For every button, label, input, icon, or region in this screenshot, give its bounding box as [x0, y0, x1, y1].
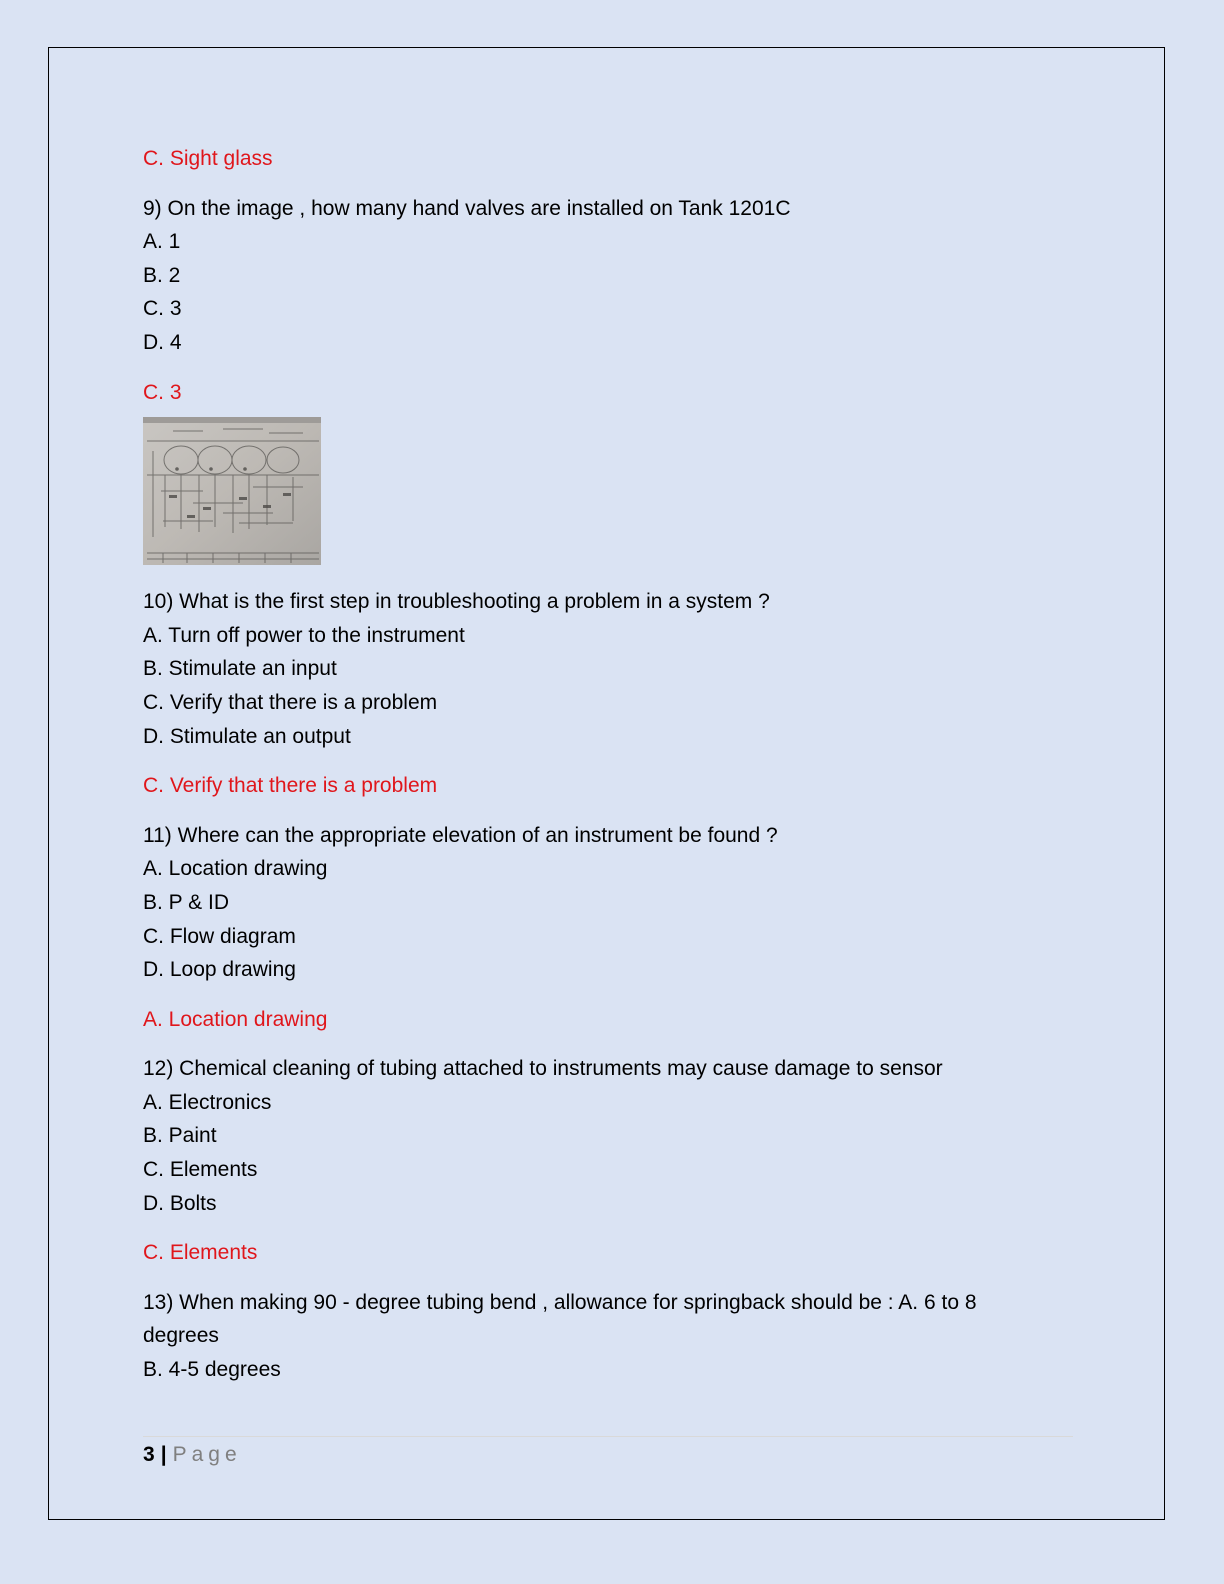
page-number: 3: [143, 1443, 155, 1466]
option: A. 1: [143, 230, 181, 254]
option: A. Location drawing: [143, 857, 328, 881]
answer: A. Location drawing: [143, 1007, 328, 1031]
option: D. Stimulate an output: [143, 724, 351, 748]
answer: C. 3: [143, 380, 182, 404]
option: A. Electronics: [143, 1090, 272, 1114]
question-text: 11) Where can the appropriate elevation of an instrument be found ?: [143, 823, 778, 847]
option: C. Flow diagram: [143, 924, 296, 948]
tank-drawing-photo: [143, 417, 321, 565]
option: B. P & ID: [143, 890, 229, 914]
page-footer: [143, 1436, 1073, 1471]
option: D. 4: [143, 330, 182, 354]
option: A. Turn off power to the instrument: [143, 623, 465, 647]
question-text: 9) On the image , how many hand valves are installed on Tank 1201C: [143, 196, 791, 220]
option: C. Verify that there is a problem: [143, 690, 438, 714]
option: D. Loop drawing: [143, 958, 296, 982]
answer: C. Elements: [143, 1241, 258, 1265]
option: D. Bolts: [143, 1191, 217, 1215]
option: B. 4-5 degrees: [143, 1358, 281, 1382]
option: B. Stimulate an input: [143, 657, 337, 681]
option: C. Elements: [143, 1158, 258, 1182]
previous-answer: C. Sight glass: [143, 147, 273, 170]
option: C. 3: [143, 297, 182, 321]
footer-separator: |: [160, 1443, 167, 1466]
option: B. Paint: [143, 1124, 217, 1148]
option: B. 2: [143, 263, 181, 287]
question-text: 12) Chemical cleaning of tubing attached to instruments may cause damage to sensor: [143, 1057, 943, 1081]
page-label: Page: [172, 1443, 242, 1466]
answer: C. Verify that there is a problem: [143, 774, 438, 798]
question-text: 10) What is the first step in troubleshooting a problem in a system ?: [143, 590, 770, 614]
question-text: 13) When making 90 - degree tubing bend , allowance for springback should be : A. 6 to 8 degrees: [143, 1290, 977, 1348]
page-content: [143, 142, 1073, 1387]
